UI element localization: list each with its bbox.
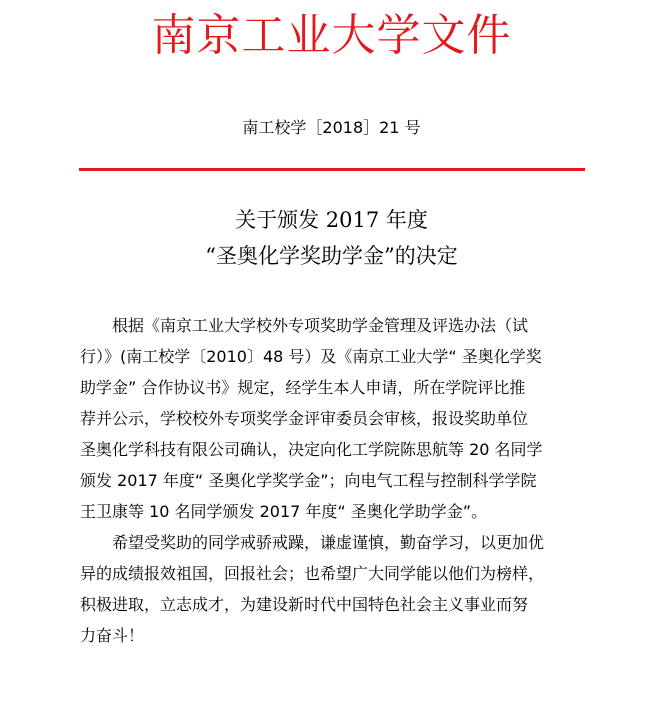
body-line: 异的成绩报效祖国，回报社会；也希望广大同学能以他们为榜样，	[80, 564, 545, 583]
body-line: 希望受奖助的同学戒骄戒躁，谦虚谨慎，勤奋学习，以更加优	[112, 533, 545, 552]
body-line: 荐并公示，学校校外专项奖学金评审委员会审核，报设奖助单位	[80, 409, 529, 428]
body-line: 行）》(南工校学〔2010〕48 号）及《南京工业大学“ 圣奥化学奖	[80, 347, 542, 366]
body-line: 王卫康等 10 名同学颁发 2017 年度“ 圣奥化学助学金”。	[80, 502, 488, 521]
body-line: 助学金” 合作协议书》规定，经学生本人申请，所在学院评比推	[80, 378, 526, 397]
body-line: 根据《南京工业大学校外专项奖助学金管理及评选办法（试	[112, 316, 529, 335]
title-line-2: “圣奥化学奖助学金”的决定	[205, 244, 458, 268]
issuer-header-title: 南京工业大学文件	[151, 10, 512, 61]
body-line: 颁发 2017 年度“ 圣奥化学奖学金”；向电气工程与控制科学学院	[80, 471, 537, 490]
document-title	[0, 202, 663, 274]
red-divider-rule	[79, 168, 585, 171]
body-line: 积极进取，立志成才，为建设新时代中国特色社会主义事业而努	[80, 595, 529, 614]
document-body	[80, 310, 588, 651]
body-paragraph-2	[80, 527, 588, 651]
body-line: 圣奥化学科技有限公司确认，决定向化工学院陈思航等 20 名同学	[80, 440, 543, 459]
body-paragraph-1	[80, 310, 588, 527]
body-line: 力奋斗！	[80, 626, 145, 645]
title-line-1: 关于颁发 2017 年度	[235, 208, 428, 232]
document-number: 南工校学［2018］21 号	[242, 118, 421, 137]
